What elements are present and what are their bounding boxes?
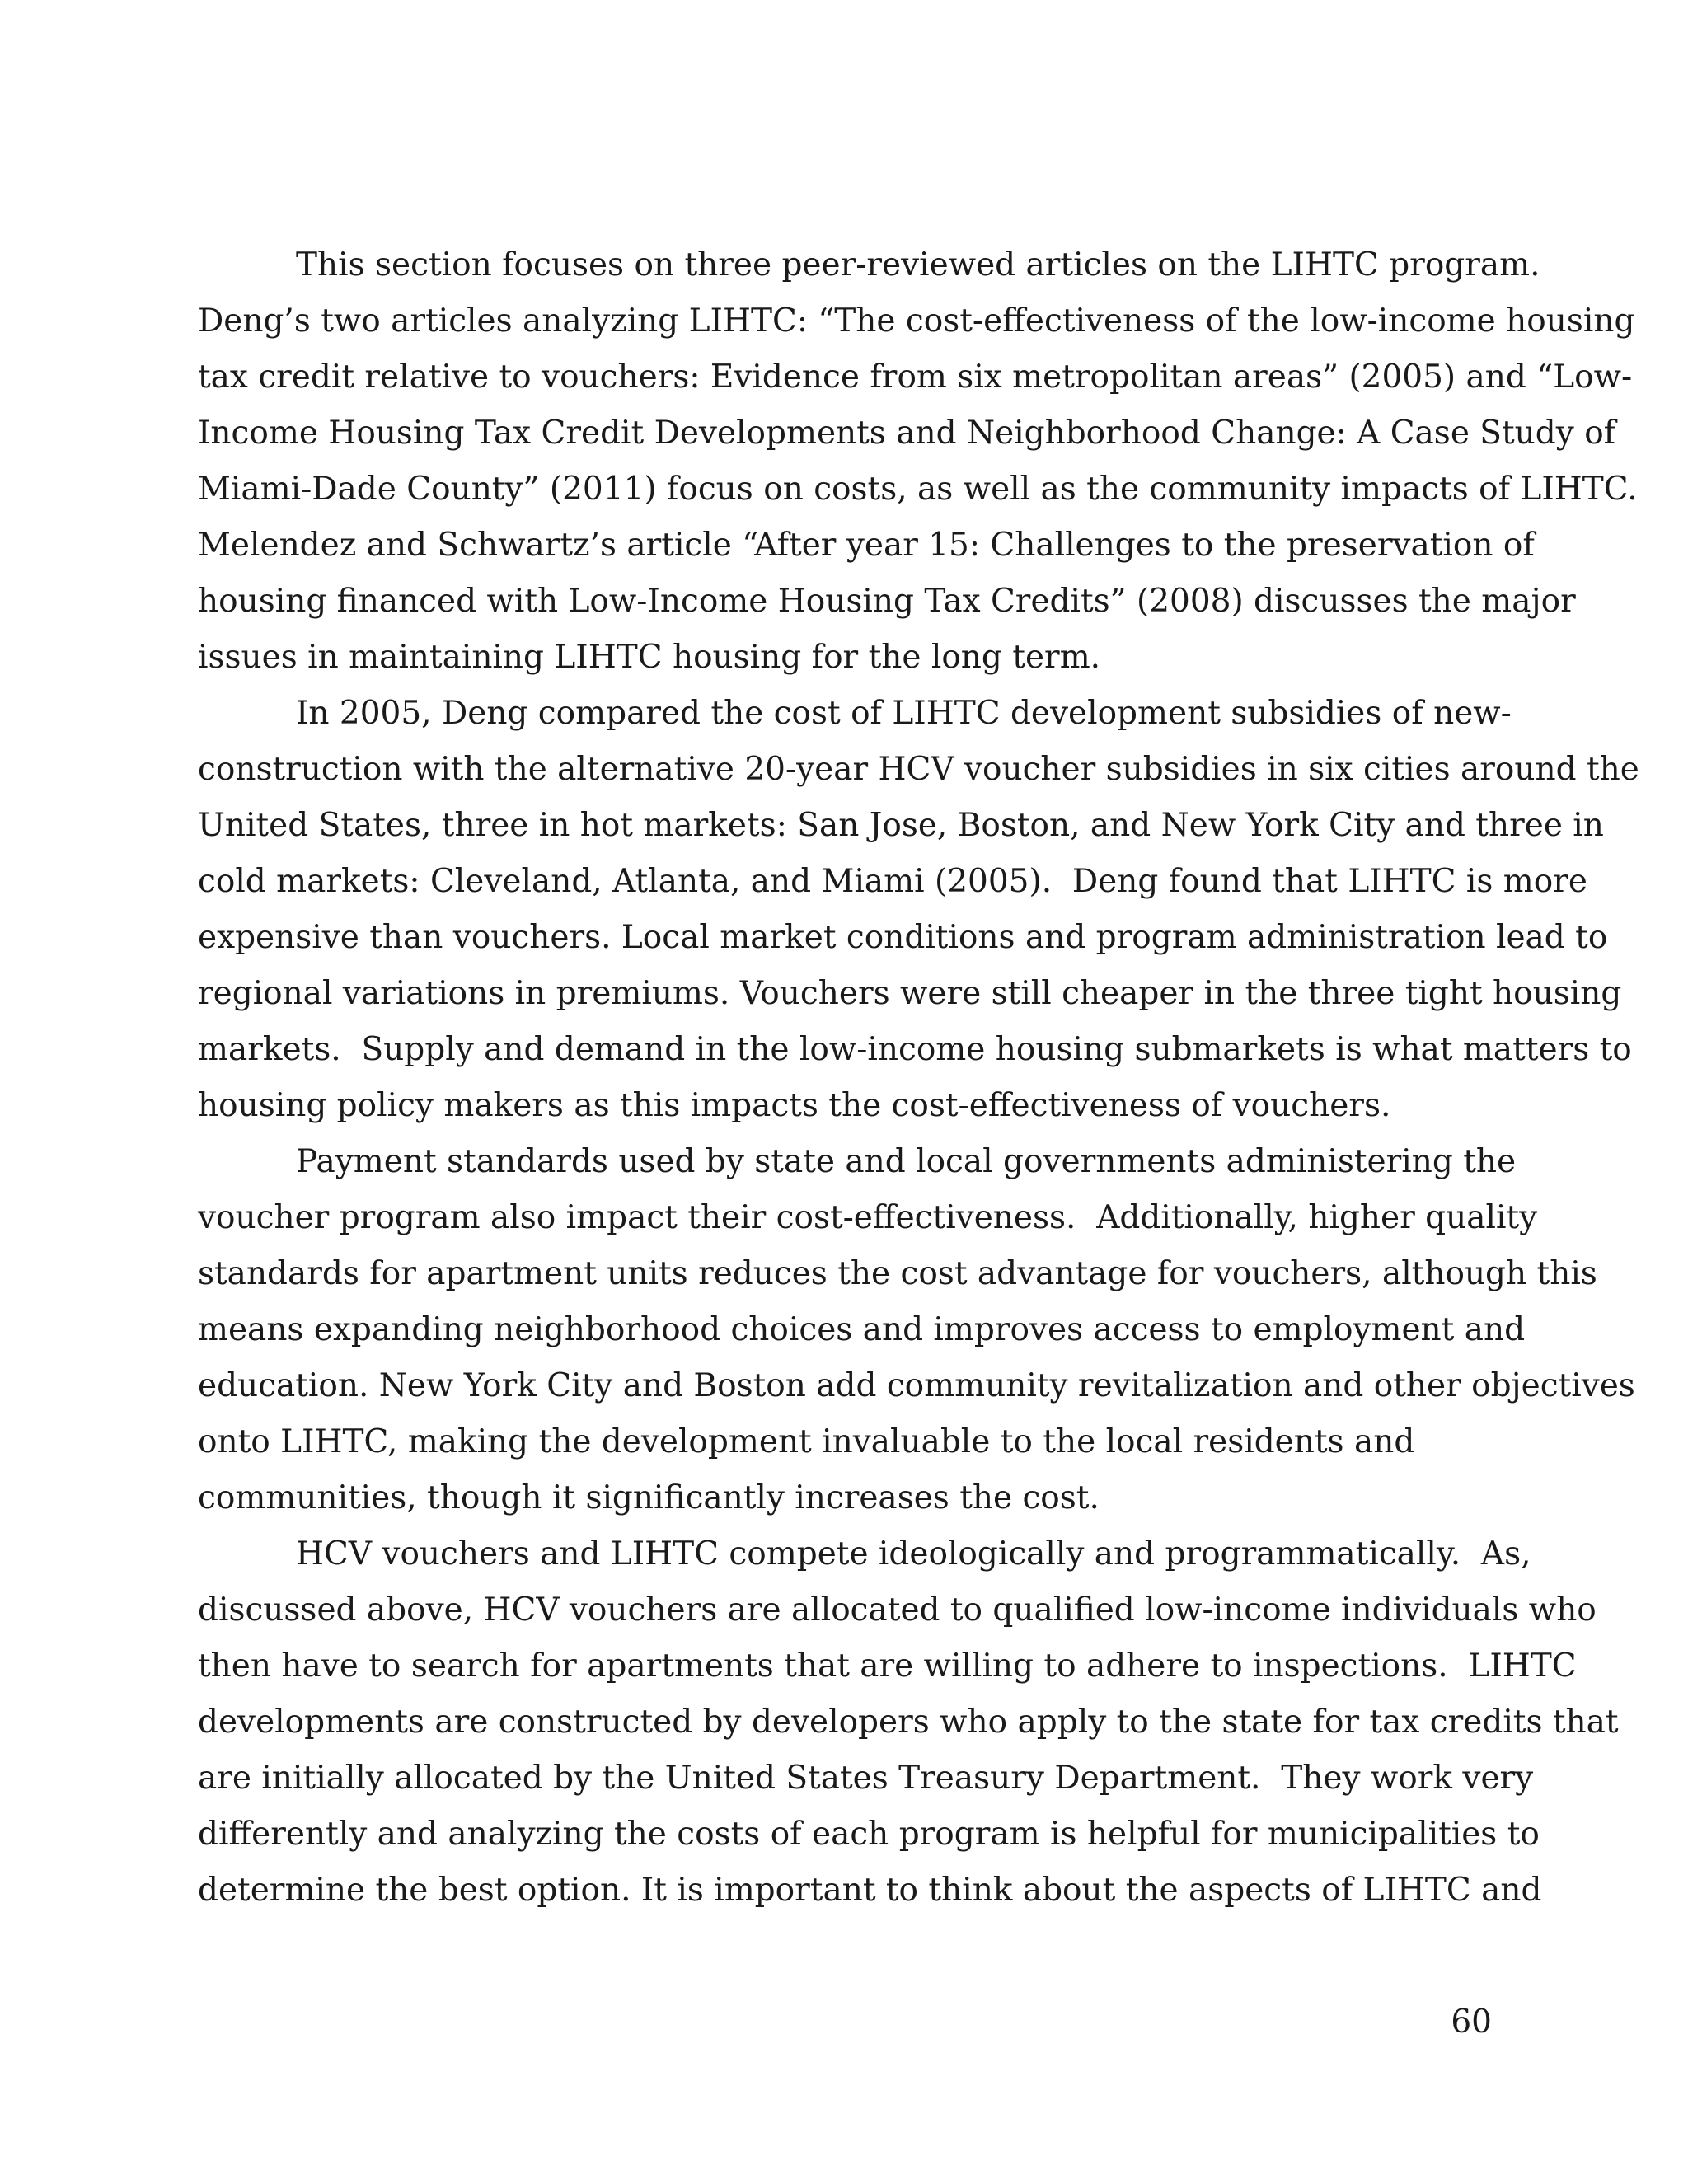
text-line: Melendez and Schwartz’s article “After year 15: Challenges to the preservation of [198,527,1535,564]
body-text [198,237,1639,1919]
text-line: determine the best option. It is important to think about the aspects of LIHTC and [198,1872,1542,1909]
text-line: construction with the alternative 20-year HCV voucher subsidies in six cities around the [198,751,1639,788]
text-line: regional variations in premiums. Vouchers were still cheaper in the three tight housing [198,975,1622,1012]
text-line: Payment standards used by state and local governments administering the [296,1143,1517,1180]
text-line: Miami-Dade County” (2011) focus on costs, as well as the community impacts of LIHTC. [198,471,1638,508]
text-line: tax credit relative to vouchers: Evidence from six metropolitan areas” (2005) and “Low- [198,359,1633,396]
text-line: education. New York City and Boston add community revitalization and other objectives [198,1367,1635,1404]
text-line: means expanding neighborhood choices and improves access to employment and [198,1311,1526,1348]
text-line: communities, though it significantly increases the cost. [198,1479,1100,1516]
text-line: expensive than vouchers. Local market conditions and program administration lead to [198,919,1608,956]
text-line: discussed above, HCV vouchers are allocated to qualified low-income individuals who [198,1591,1597,1629]
text-line: developments are constructed by developers who apply to the state for tax credits that [198,1704,1619,1741]
text-line: are initially allocated by the United States Treasury Department. They work very [198,1760,1534,1797]
text-line: United States, three in hot markets: San Jose, Boston, and New York City and three in [198,807,1604,844]
text-line: In 2005, Deng compared the cost of LIHTC development subsidies of new- [296,695,1512,732]
text-line: voucher program also impact their cost-effectiveness. Additionally, higher quality [198,1199,1538,1236]
text-line: then have to search for apartments that are willing to adhere to inspections. LIHTC [198,1647,1577,1685]
text-line: housing financed with Low-Income Housing Tax Credits” (2008) discusses the major [198,583,1576,620]
text-line: Income Housing Tax Credit Developments and Neighborhood Change: A Case Study of [198,415,1616,452]
text-line: cold markets: Cleveland, Atlanta, and Miami (2005). Deng found that LIHTC is more [198,863,1587,900]
page-number: 60 [1451,2004,1492,2041]
text-line: housing policy makers as this impacts the cost-effectiveness of vouchers. [198,1087,1391,1124]
text-line: standards for apartment units reduces the cost advantage for vouchers, although this [198,1255,1597,1292]
text-line: issues in maintaining LIHTC housing for the long term. [198,639,1101,676]
text-line: onto LIHTC, making the development invaluable to the local residents and [198,1423,1415,1460]
text-line: Deng’s two articles analyzing LIHTC: “The cost-effectiveness of the low-income housing [198,302,1635,340]
text-line: markets. Supply and demand in the low-income housing submarkets is what matters to [198,1031,1632,1068]
text-line: This section focuses on three peer-reviewed articles on the LIHTC program. [296,246,1540,284]
text-line: HCV vouchers and LIHTC compete ideologically and programmatically. As, [296,1535,1531,1572]
text-line: differently and analyzing the costs of each program is helpful for municipalities to [198,1816,1540,1853]
